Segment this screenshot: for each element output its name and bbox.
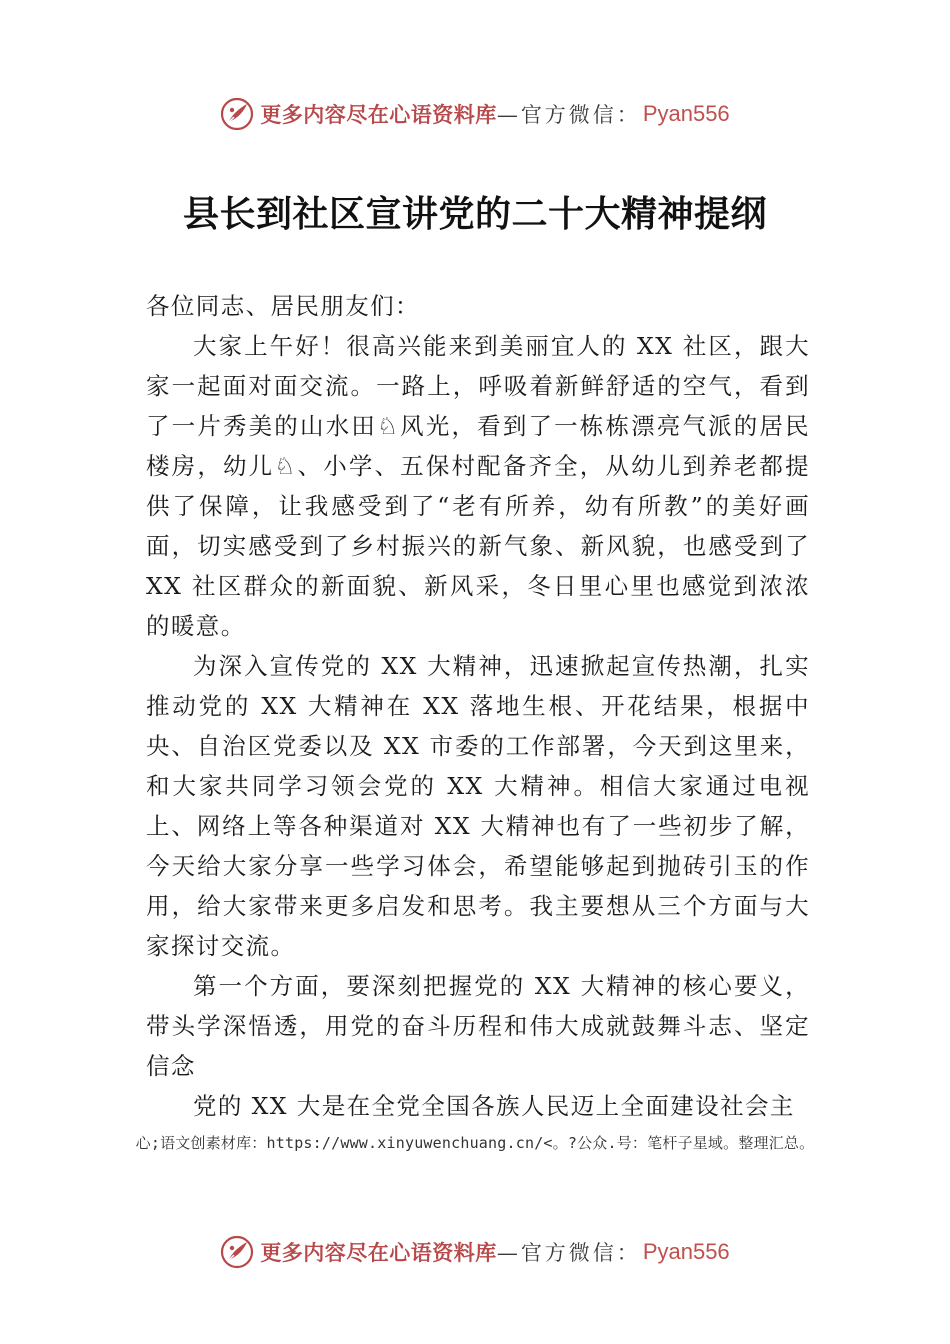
quill-pen-icon bbox=[220, 1235, 254, 1269]
footer-wechat-label: —官方微信： bbox=[496, 1241, 641, 1265]
footer-brand-text: 更多内容尽在心语资料库 bbox=[260, 1240, 497, 1265]
footer-wechat-handle: Pyan556 bbox=[642, 1239, 730, 1264]
banner-wechat-label: —官方微信： bbox=[496, 103, 641, 127]
document-title: 县长到社区宣讲党的二十大精神提纲 bbox=[182, 193, 767, 235]
header-banner bbox=[0, 94, 950, 134]
quill-pen-icon bbox=[220, 97, 254, 131]
section-heading-1: 第一个方面，要深刻把握党的 XX 大精神的核心要义，带头学深悟透，用党的奋斗历程和伟大成就鼓舞斗志、坚定信念 bbox=[146, 972, 810, 1080]
paragraph-1: 大家上午好！很高兴能来到美丽宜人的 XX 社区，跟大家一起面对面交流。一路上，呼吸着新鲜舒适的空气，看到了一片秀美的山水田♘风光，看到了一栋栋漂亮气派的居民楼房，幼儿♘、小学、五保村配备齐全，从幼儿到养老都提供了保障，让我感受到了“老有所养，幼有所教”的美好画面，切实感受到了乡村振兴的新气象、新风貌，也感受到了 XX 社区群众的新面貌、新风采，冬日里心里也感觉到浓浓的暖意。 bbox=[146, 332, 810, 640]
paragraph-3: 党的 XX 大是在全党全国各族人民迈上全面建设社会主 bbox=[193, 1092, 795, 1120]
paragraph-2: 为深入宣传党的 XX 大精神，迅速掀起宣传热潮，扎实推动党的 XX 大精神在 XX 落地生根、开花结果，根据中央、自治区党委以及 XX 市委的工作部署，今天到这里来，和大家共同学习领会党的 XX 大精神。相信大家通过电视上、网络上等各种渠道对 XX 大精神也有了一些初步了解，今天给大家分享一些学习体会，希望能够起到抛砖引玉的作用，给大家带来更多启发和思考。我主要想从三个方面与大家探讨交流。 bbox=[146, 652, 810, 960]
banner-wechat-handle: Pyan556 bbox=[642, 101, 730, 126]
document-body bbox=[146, 286, 810, 1126]
footer-banner bbox=[0, 1232, 950, 1272]
salutation: 各位同志、居民朋友们： bbox=[146, 292, 420, 320]
banner-brand-text: 更多内容尽在心语资料库 bbox=[260, 102, 497, 127]
source-footnote: 心;语文创素材库：https://www.xinyuwenchuang.cn/<。?公众.号：笔杆子星域。整理汇总。 bbox=[135, 1134, 815, 1152]
